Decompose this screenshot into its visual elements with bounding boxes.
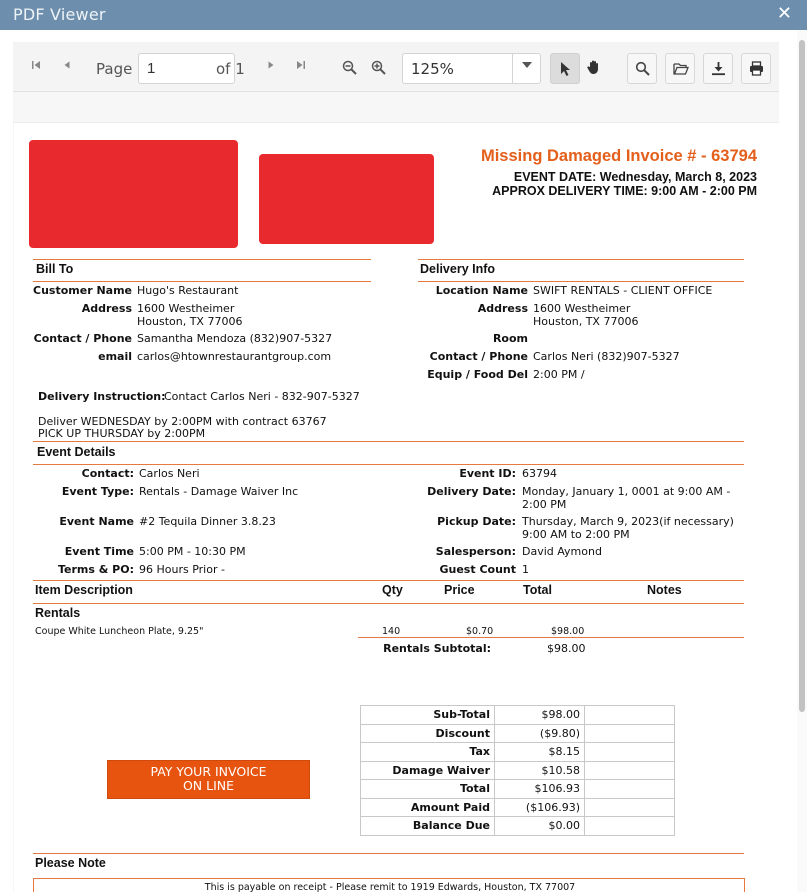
secondary-toolbar	[13, 93, 779, 123]
totals-value: $106.93	[495, 780, 585, 799]
chevron-down-icon[interactable]	[521, 59, 533, 74]
divider	[418, 259, 744, 260]
event-time: 5:00 PM - 10:30 PM	[139, 545, 246, 558]
event-time-label: Event Time	[64, 545, 134, 558]
event-contact-label: Contact:	[81, 467, 134, 480]
totals-label: Damage Waiver	[361, 761, 495, 780]
scrollbar[interactable]	[797, 30, 807, 892]
contact-label: Contact / Phone	[33, 332, 132, 345]
download-button[interactable]	[703, 53, 733, 84]
please-note-heading: Please Note	[35, 856, 106, 870]
divider	[33, 441, 744, 442]
zoom-in-icon[interactable]	[371, 60, 386, 79]
zoom-value: 125%	[411, 60, 454, 78]
delivery-address-label: Address	[477, 302, 528, 315]
next-page-icon[interactable]	[266, 59, 276, 73]
totals-label: Tax	[361, 743, 495, 762]
divider	[33, 603, 744, 604]
rentals-subtotal-label: Rentals Subtotal:	[383, 642, 491, 655]
totals-empty	[585, 743, 675, 762]
salesperson-label: Salesperson:	[435, 545, 516, 558]
totals-label: Discount	[361, 724, 495, 743]
bill-address-line1: 1600 Westheimer	[137, 302, 235, 315]
bill-to-heading: Bill To	[36, 262, 74, 276]
totals-table	[360, 705, 675, 836]
window-title: PDF Viewer	[13, 5, 106, 24]
toolbar	[13, 42, 779, 92]
guest-count-label: Guest Count	[439, 563, 516, 576]
col-price: Price	[444, 583, 475, 597]
hand-pan-icon[interactable]	[586, 59, 602, 79]
divider	[33, 281, 371, 282]
note-text: This is payable on receipt - Please remit to 1919 Edwards, Houston, TX 77007	[204, 882, 576, 892]
totals-label: Sub-Total	[361, 706, 495, 725]
item-total: $98.00	[551, 626, 585, 637]
invoice-title: Missing Damaged Invoice # - 63794	[480, 147, 757, 165]
open-folder-icon	[673, 61, 689, 76]
divider	[33, 259, 371, 260]
totals-row	[361, 780, 675, 799]
totals-value: ($9.80)	[495, 724, 585, 743]
totals-empty	[585, 780, 675, 799]
event-contact: Carlos Neri	[139, 467, 200, 480]
delivery-note-line1: Deliver WEDNESDAY by 2:00PM with contract 63767	[38, 415, 327, 428]
totals-row	[361, 817, 675, 836]
totals-value: $10.58	[495, 761, 585, 780]
event-type: Rentals - Damage Waiver Inc	[139, 485, 299, 498]
delivery-date: Monday, January 1, 0001 at 9:00 AM - 2:00 PM	[522, 485, 731, 511]
terms-label: Terms & PO:	[57, 563, 134, 576]
delivery-note-line2: PICK UP THURSDAY by 2:00PM	[38, 427, 206, 440]
totals-value: $8.15	[495, 743, 585, 762]
delivery-instruction-label: Delivery Instruction:	[38, 390, 166, 403]
redacted-logo	[29, 140, 238, 248]
print-icon	[749, 61, 764, 76]
totals-row	[361, 743, 675, 762]
bill-email: carlos@htownrestaurantgroup.com	[137, 350, 332, 363]
zoom-select[interactable]	[402, 53, 541, 84]
select-pointer-icon	[558, 61, 573, 77]
totals-row	[361, 724, 675, 743]
divider	[33, 580, 744, 581]
divider	[33, 853, 744, 854]
delivery-contact: Carlos Neri (832)907-5327	[533, 350, 680, 363]
pickup-date-line1: Thursday, March 9, 2023(if necessary)	[522, 515, 734, 528]
pickup-date-label: Pickup Date:	[437, 515, 516, 528]
zoom-out-icon[interactable]	[342, 60, 357, 79]
divider	[358, 637, 744, 638]
delivery-instruction: Contact Carlos Neri - 832-907-5327	[164, 390, 360, 403]
guest-count: 1	[522, 563, 529, 576]
address-label: Address	[81, 302, 132, 315]
pickup-date-line2: 9:00 AM to 2:00 PM	[522, 528, 630, 541]
delivery-address-line1: 1600 Westheimer	[533, 302, 631, 315]
pdf-page	[14, 123, 779, 892]
room-label: Room	[492, 332, 528, 345]
location-name: SWIFT RENTALS - CLIENT OFFICE	[533, 284, 713, 297]
redacted-image	[259, 154, 434, 244]
event-date: EVENT DATE: Wednesday, March 8, 2023	[513, 170, 757, 184]
note-box	[33, 878, 745, 892]
col-notes: Notes	[647, 583, 682, 597]
item-price: $0.70	[466, 626, 494, 637]
customer-name-label: Customer Name	[33, 284, 132, 297]
col-item-description: Item Description	[35, 583, 133, 597]
delivery-date-label: Delivery Date:	[427, 485, 516, 498]
category-heading: Rentals	[35, 606, 81, 620]
rentals-subtotal: $98.00	[547, 642, 586, 655]
delivery-contact-label: Contact / Phone	[429, 350, 528, 363]
event-details-heading: Event Details	[37, 445, 116, 459]
pay-button-line1: PAY YOUR INVOICE	[150, 764, 267, 779]
totals-empty	[585, 761, 675, 780]
event-name: #2 Tequila Dinner 3.8.23	[139, 515, 276, 528]
window-titlebar	[0, 0, 807, 30]
location-label: Location Name	[435, 284, 528, 297]
totals-label: Amount Paid	[361, 798, 495, 817]
download-icon	[711, 61, 726, 76]
delivery-time: APPROX DELIVERY TIME: 9:00 AM - 2:00 PM	[492, 184, 757, 198]
scrollbar-thumb[interactable]	[799, 40, 805, 712]
close-icon[interactable]: ✕	[776, 3, 792, 24]
event-id-label: Event ID:	[459, 467, 516, 480]
first-page-icon[interactable]	[31, 59, 41, 73]
page-count-label: of 1	[216, 60, 245, 78]
select-pointer-button[interactable]	[550, 53, 580, 84]
pay-button-line2: ON LINE	[182, 778, 235, 793]
equip-label: Equip / Food Del	[427, 368, 528, 381]
delivery-info-heading: Delivery Info	[420, 262, 496, 276]
page-label: Page	[96, 60, 133, 78]
terms-value: 96 Hours Prior -	[139, 563, 225, 576]
totals-row	[361, 798, 675, 817]
customer-name: Hugo's Restaurant	[137, 284, 239, 297]
event-id: 63794	[522, 467, 557, 480]
totals-value: $0.00	[495, 817, 585, 836]
divider	[418, 281, 744, 282]
col-total: Total	[523, 583, 552, 597]
print-button[interactable]	[741, 53, 771, 84]
item-description: Coupe White Luncheon Plate, 9.25"	[35, 626, 204, 637]
totals-value: $98.00	[495, 706, 585, 725]
delivery-address-line2: Houston, TX 77006	[533, 315, 639, 328]
bill-contact: Samantha Mendoza (832)907-5327	[137, 332, 333, 345]
col-qty: Qty	[382, 583, 403, 597]
totals-empty	[585, 724, 675, 743]
zoom-select-divider	[512, 54, 513, 83]
last-page-icon[interactable]	[296, 59, 306, 73]
search-icon	[635, 61, 650, 76]
event-type-label: Event Type:	[61, 485, 134, 498]
totals-label: Balance Due	[361, 817, 495, 836]
totals-row	[361, 706, 675, 725]
search-button[interactable]	[627, 53, 657, 84]
totals-empty	[585, 817, 675, 836]
equip-value: 2:00 PM /	[533, 368, 585, 381]
prev-page-icon[interactable]	[62, 59, 72, 73]
open-file-button[interactable]	[665, 53, 695, 84]
totals-empty	[585, 706, 675, 725]
totals-label: Total	[361, 780, 495, 799]
divider	[33, 464, 744, 465]
totals-empty	[585, 798, 675, 817]
pay-invoice-button[interactable]	[107, 760, 310, 799]
totals-value: ($106.93)	[495, 798, 585, 817]
event-name-label: Event Name	[59, 515, 134, 528]
totals-row	[361, 761, 675, 780]
salesperson: David Aymond	[522, 545, 602, 558]
item-qty: 140	[382, 626, 401, 637]
email-label: email	[98, 350, 132, 363]
bill-address-line2: Houston, TX 77006	[137, 315, 243, 328]
